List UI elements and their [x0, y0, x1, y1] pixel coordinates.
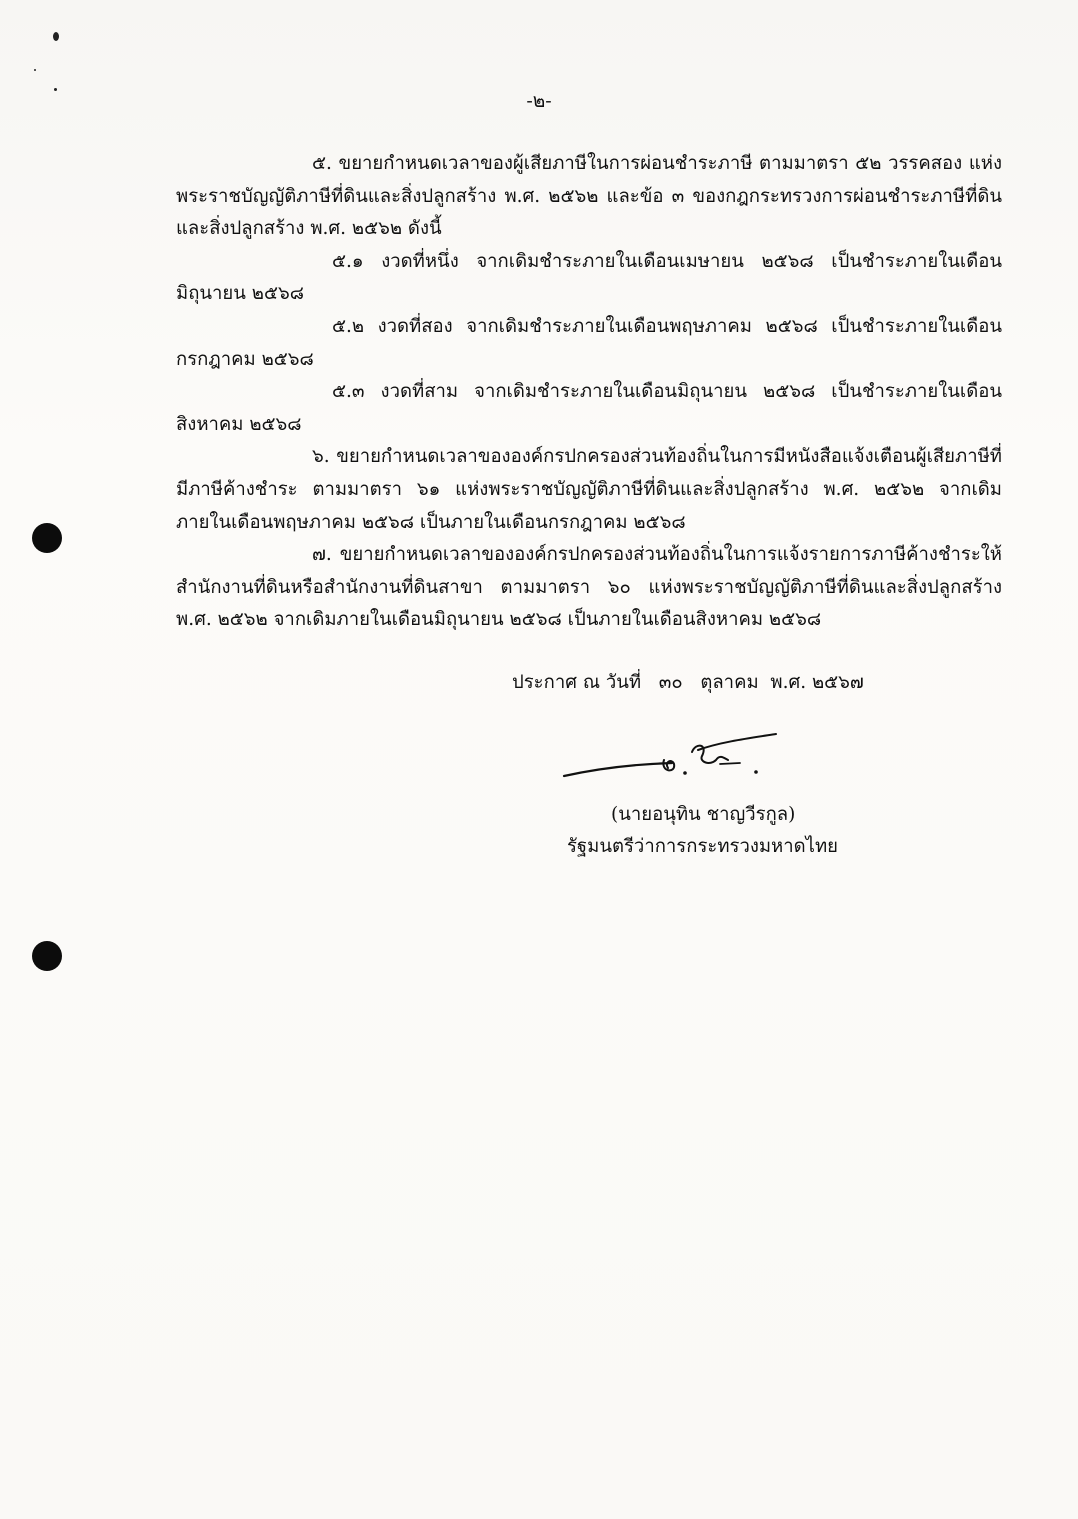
scan-speck — [34, 69, 36, 71]
page-number: -๒- — [526, 90, 552, 112]
clause-5-2: ๕.๒ งวดที่สอง จากเดิมชำระภายในเดือนพฤษภาคม ๒๕๖๘ เป็นชำระภายในเดือนกรกฎาคม ๒๕๖๘ — [176, 315, 1002, 370]
handwritten-signature — [560, 730, 780, 790]
signer-name: (นายอนุทิน ชาญวีรกูล) — [611, 804, 796, 825]
clause-5-3: ๕.๓ งวดที่สาม จากเดิมชำระภายในเดือนมิถุนายน ๒๕๖๘ เป็นชำระภายในเดือนสิงหาคม ๒๕๖๘ — [176, 381, 1002, 435]
clause-5: ๕. ขยายกำหนดเวลาของผู้เสียภาษีในการผ่อนชำระภาษี ตามมาตรา ๕๒ วรรคสอง แห่งพระราชบัญญัติภาษีที่ดินและสิ่งปลูกสร้าง พ.ศ. ๒๕๖๒ และข้อ ๓ ของกฎกระทรวงการผ่อนชำระภาษีที่ดินและสิ่งปลูกสร้าง พ.ศ. ๒๕๖๒ ดังนี้ — [176, 153, 1002, 240]
punch-hole — [32, 941, 62, 971]
clause-5-1: ๕.๑ งวดที่หนึ่ง จากเดิมชำระภายในเดือนเมษายน ๒๕๖๘ เป็นชำระภายในเดือนมิถุนายน ๒๕๖๘ — [176, 250, 1002, 305]
punch-hole — [32, 523, 62, 553]
signer-title: รัฐมนตรีว่าการกระทรวงมหาดไทย — [567, 836, 838, 857]
clause-6: ๖. ขยายกำหนดเวลาขององค์กรปกครองส่วนท้องถิ่นในการมีหนังสือแจ้งเตือนผู้เสียภาษีที่มีภาษีค้างชำระ ตามมาตรา ๖๑ แห่งพระราชบัญญัติภาษีที่ดินและสิ่งปลูกสร้าง พ.ศ. ๒๕๖๒ จากเดิมภายในเดือนพฤษภาคม ๒๕๖๘ เป็นภายในเดือนกรกฎาคม ๒๕๖๘ — [176, 446, 1002, 533]
clause-7: ๗. ขยายกำหนดเวลาขององค์กรปกครองส่วนท้องถิ่นในการแจ้งรายการภาษีค้างชำระให้สำนักงานที่ดินหรือสำนักงานที่ดินสาขา ตามมาตรา ๖๐ แห่งพระราชบัญญัติภาษีที่ดินและสิ่งปลูกสร้าง พ.ศ. ๒๕๖๒ จากเดิมภายในเดือนมิถุนายน ๒๕๖๘ เป็นภายในเดือนสิงหาคม ๒๕๖๘ — [176, 544, 1002, 631]
document-body — [176, 148, 1002, 637]
scan-speck — [53, 32, 59, 41]
announcement-date: ประกาศ ณ วันที่ ๓๐ ตุลาคม พ.ศ. ๒๕๖๗ — [512, 672, 864, 693]
